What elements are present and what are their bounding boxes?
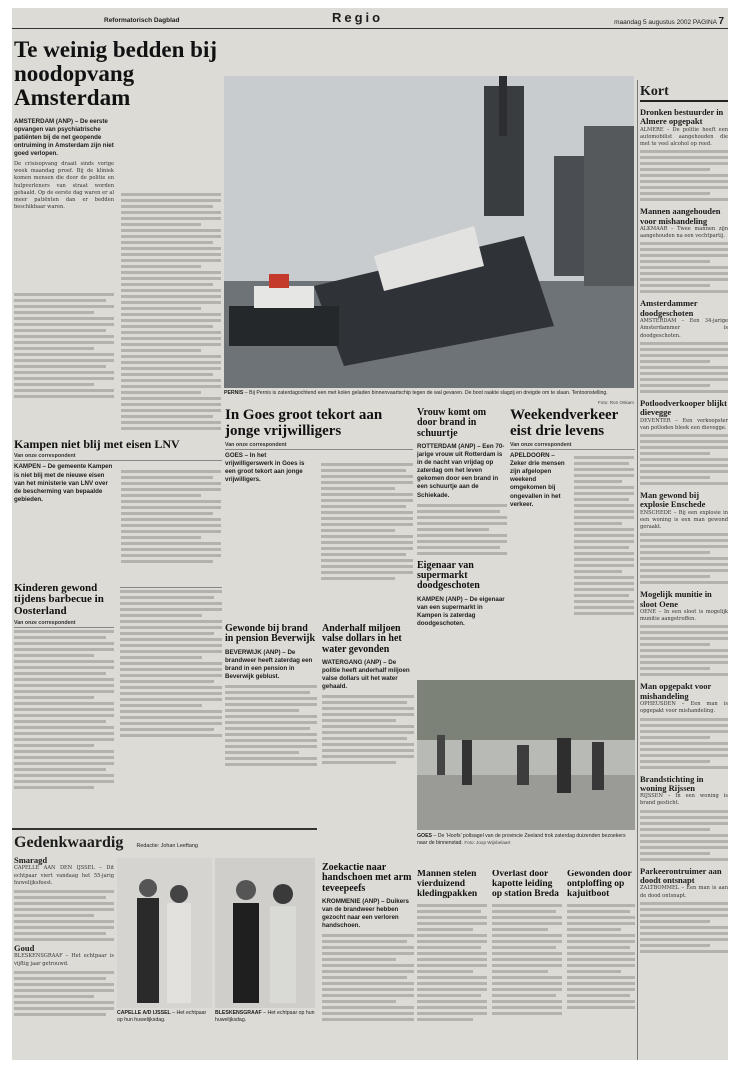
kort-item-text: ALMERE – De politie heeft een automobilist aangehouden die met te veel alcohol op reed. [640, 126, 728, 148]
lnv-deck: KAMPEN – De gemeente Kampen is niet blij met de nieuwe eisen van het ministerie van LNV over de bescherming van bepaalde gebieden. [14, 463, 113, 503]
gedenkwaardig-title: Gedenkwaardig [14, 834, 124, 851]
jeugd-article [225, 408, 413, 620]
zoek-article [322, 863, 414, 1058]
kort-item [640, 399, 728, 485]
lnv-headline: Kampen niet blij met eisen LNV [14, 438, 180, 451]
beverwijk-article [225, 624, 317, 824]
weekend-deck: APELDOORN – Zeker drie mensen zijn afgelopen weekend omgekomen bij ongevallen in het verkeer. [510, 452, 565, 508]
kort-item-head: Parkeerontruimer aan doodt ontsnapt [640, 865, 722, 885]
overlast-article [492, 870, 562, 1055]
zoek-headline: Zoekactie naar handschoen met arm teveepeefs [322, 863, 412, 894]
barbecue-byline: Van onze correspondent [14, 620, 114, 628]
couple-photo-bleskensgraaf [215, 858, 315, 1008]
kort-item [640, 299, 728, 392]
vrouw-article [417, 408, 507, 658]
kort-item-text: RIJSSEN – In een woning is brand gesticht. [640, 793, 728, 807]
barbecue-headline: Kinderen gewond tijdens barbecue in Oosterland [14, 583, 104, 617]
kort-item-lines [640, 342, 728, 393]
page-label: PAGINA [692, 19, 717, 26]
kort-item-lines [640, 242, 728, 293]
ship-photo [224, 76, 634, 388]
goud-text-lines [14, 971, 114, 1016]
kort-item-text: AMSTERDAM – Een 34-jarige Amsterdammer is doodgeschoten. [640, 318, 728, 339]
miljoen-deck: WATERGANG (ANP) – De politie heeft anderhalf miljoen valse dollars uit het water gehaald. [322, 659, 410, 691]
lnv-article [14, 438, 222, 578]
kort-item-head: Potloodverkooper blijkt dievegge [640, 397, 727, 418]
kort-item-lines [640, 533, 728, 584]
kort-title: Kort [640, 84, 728, 102]
mannen-text-lines [417, 904, 487, 1021]
entry-text-smaragd: CAPELLE AAN DEN IJSSEL – Dit echtpaar viert vandaag het 55-jarig huwelijksfeest. [14, 865, 114, 886]
goes-photo-credit: Foto: Joop Wijnbelaart [464, 840, 511, 846]
kort-item [640, 207, 728, 293]
goes-caption-label: GOES [417, 833, 432, 839]
issue-date: maandag 5 augustus 2002 [614, 19, 692, 26]
jeugd-text-lines [321, 463, 413, 583]
weekend-headline: Weekendverkeer eist drie levens [510, 408, 619, 439]
kort-item-head: Brandstichting in woning Rijssen [640, 773, 704, 793]
kort-item [640, 775, 728, 861]
masthead-date [614, 16, 724, 27]
vrouw-headline: Vrouw komt om door brand in schuurtje [417, 408, 487, 439]
kampenaar-text-lines [120, 590, 222, 737]
kort-item-head: Dronken bestuurder in Almere opgepakt [640, 107, 724, 127]
newspaper-page [12, 8, 728, 1060]
kort-list [640, 108, 728, 953]
barbecue-article [14, 583, 114, 823]
jeugd-headline: In Goes groot tekort aan jonge vrijwilligers [225, 408, 383, 439]
mannen-article [417, 870, 487, 1055]
miljoen-headline: Anderhalf miljoen valse dollars in het water gevonden [322, 624, 402, 655]
gedenkwaardig-header [14, 832, 317, 852]
ship-image [224, 76, 634, 388]
couple-image-bleskensgraaf [215, 858, 315, 1008]
kort-item-head: Mogelijk munitie in sloot Oene [640, 589, 712, 609]
kampenaar-byline [120, 586, 222, 588]
weekend-article [510, 408, 635, 658]
jeugd-deck: GOES – In het vrijwilligerswerk in Goes is een groot tekort aan jonge vrijwilligers. [225, 452, 305, 484]
caption-capelle-label: CAPELLE A/D IJSSEL [117, 1010, 171, 1016]
kajuitboot-headline: Gewonden door ontploffing op kajuitboot [567, 870, 632, 899]
beverwijk-headline: Gewonde bij brand in pension Beverwijk [225, 624, 316, 645]
kort-sidebar [640, 84, 728, 1060]
overlast-headline: Overlast door kapotte leiding op station Breda [492, 870, 559, 899]
weekend-byline: Van onze correspondent [510, 442, 635, 450]
supermarkt-deck: KAMPEN (ANP) – De eigenaar van een supermarkt in Kampen is zaterdag doodgeschoten. [417, 595, 505, 627]
kort-item [640, 590, 728, 676]
caption-capelle [117, 1010, 212, 1024]
goes-image [417, 680, 635, 830]
kajuitboot-text-lines [567, 904, 635, 1009]
entry-head-goud: Goud [14, 943, 35, 953]
lead-headline: Te weinig bedden bij noodopvang Amsterdam [14, 38, 218, 110]
kort-item-text: ENSCHEDE – Bij een explosie in een woning is een man gewond geraakt. [640, 509, 728, 531]
masthead-rule [12, 28, 728, 29]
kort-item-lines [640, 810, 728, 861]
zoek-deck: KROMMENIE (ANP) – Duikers van de brandweer hebben gezocht naar een verloren handschoen. [322, 898, 409, 930]
kort-item [640, 108, 728, 201]
kort-item-lines [640, 434, 728, 485]
goes-caption-text: – De ‘Hoofs’ poltsagel van de provincie Zeeland trok zaterdag duizenden bezoekers naar de binnenstad. [417, 833, 626, 847]
lead-text-column-2 [121, 193, 221, 433]
caption-bleskensgraaf-label: BLESKENSGRAAF [215, 1010, 262, 1016]
kort-item-text: OPHEUSDEN – Een man is opgepakt voor mishandeling. [640, 701, 728, 715]
vrouw-text-lines [417, 504, 507, 555]
kort-item-lines [640, 625, 728, 676]
goes-photo [417, 680, 635, 830]
ship-photo-caption [224, 390, 634, 397]
overlast-text-lines [492, 904, 562, 1015]
section-title: Regio [332, 10, 384, 25]
kort-item-text: ZALTBOMMEL – Een man is aan de dood ontsnapt. [640, 885, 728, 899]
kort-item [640, 491, 728, 584]
page-number: 7 [718, 16, 724, 27]
entry-head-smaragd: Smaragd [14, 856, 48, 865]
ship-photo-credit: Foto: Ron Oskam [598, 400, 634, 405]
miljoen-article [322, 624, 414, 824]
kort-item-head: Man opgepakt voor mishandeling [640, 681, 712, 701]
entry-text-goud: BLESKENSGRAAF – Het echtpaar is vijftig jaar getrouwd. [14, 953, 114, 967]
lnv-byline: Van onze correspondent [14, 453, 222, 461]
ship-caption-label: PERNIS [224, 390, 244, 396]
gedenkwaardig-editor: Redactie: Johan Leeftang [136, 843, 198, 849]
smaragd-text-lines [14, 890, 114, 941]
lead-deck: AMSTERDAM (ANP) – De eerste opvangen van psychiatrische patiënten bij de net geopende ontruiming in Amsterdam zijn niet goed verlopen. [14, 117, 114, 157]
gedenkwaardig-entries [14, 856, 114, 1056]
lead-body: De crisisopvang draait sinds vorige week maandag proef. Bij de kliniek komen mensen die door de politie en hulpverleners van straat worden gehaald. Op de eerste dag waren er al meer patiënten dan er bedden beschikbaar waren. [14, 161, 114, 211]
masthead-paper-name: Reformatorisch Dagblad [104, 17, 180, 24]
barbecue-text-lines [14, 630, 114, 789]
lead-article [14, 38, 222, 433]
kort-item-text: ALKMAAR – Twee mannen zijn aangehouden na een vechtpartij. [640, 226, 728, 240]
kort-item-text: DEVENTER – Een verkoopster van potloden bleek een dievegge. [640, 417, 728, 431]
kajuitboot-article [567, 870, 635, 1055]
gedenkwaardig-rule [12, 828, 317, 830]
supermarkt-headline: Eigenaar van supermarkt doodgeschoten [417, 559, 480, 592]
caption-bleskensgraaf [215, 1010, 315, 1024]
caption-capelle-text: – Het echtpaar op hun huwelijksdag. [117, 1010, 207, 1024]
kort-item-lines [640, 718, 728, 769]
goes-photo-caption [417, 833, 635, 847]
weekend-text-lines [574, 456, 634, 618]
kort-item-lines [640, 902, 728, 953]
mannen-headline: Mannen stelen vierduizend kledingpakken [417, 870, 478, 899]
ship-caption-text: – Bij Pernis is zaterdagochtend een met kolen geladen binnenvaartschip tegen de wal gevaren. De boot raakte slagzij en dreigde om te slaan. Tentoonstelling. [244, 390, 608, 396]
jeugd-byline: Van onze correspondent [225, 442, 413, 450]
kort-item-text: OENE – In een sloot is mogelijk munitie aangetroffen. [640, 608, 728, 623]
kampenaar-article [120, 583, 222, 823]
vrouw-deck: ROTTERDAM (ANP) – Een 70-jarige vrouw uit Rotterdam is in de nacht van vrijdag op zaterdag om het leven gekomen door een brand in een schuurtje aan de Schiekade. [417, 443, 505, 499]
kort-item-head: Man gewond bij explosie Enschede [640, 489, 706, 510]
couple-photo-capelle [117, 858, 212, 1008]
lead-text-lines [14, 293, 114, 401]
miljoen-text-lines [322, 695, 414, 764]
kort-divider [637, 80, 638, 1060]
kort-item [640, 867, 728, 953]
caption-bleskensgraaf-text: – Het echtpaar op hun huwelijksdag. [215, 1010, 315, 1024]
zoek-text-lines [322, 934, 414, 1021]
beverwijk-deck: BEVERWIJK (ANP) – De brandweer heeft zaterdag een brand in een pension in Beverwijk geblust. [225, 648, 313, 680]
kort-item-lines [640, 150, 728, 201]
kort-item [640, 682, 728, 768]
couple-image-capelle [117, 858, 212, 1008]
beverwijk-text-lines [225, 685, 317, 766]
kort-item-head: Mannen aangehouden voor mishandeling [640, 206, 721, 226]
lnv-text-lines [121, 470, 221, 566]
kort-item-head: Amsterdammer doodgeschoten [640, 298, 698, 318]
